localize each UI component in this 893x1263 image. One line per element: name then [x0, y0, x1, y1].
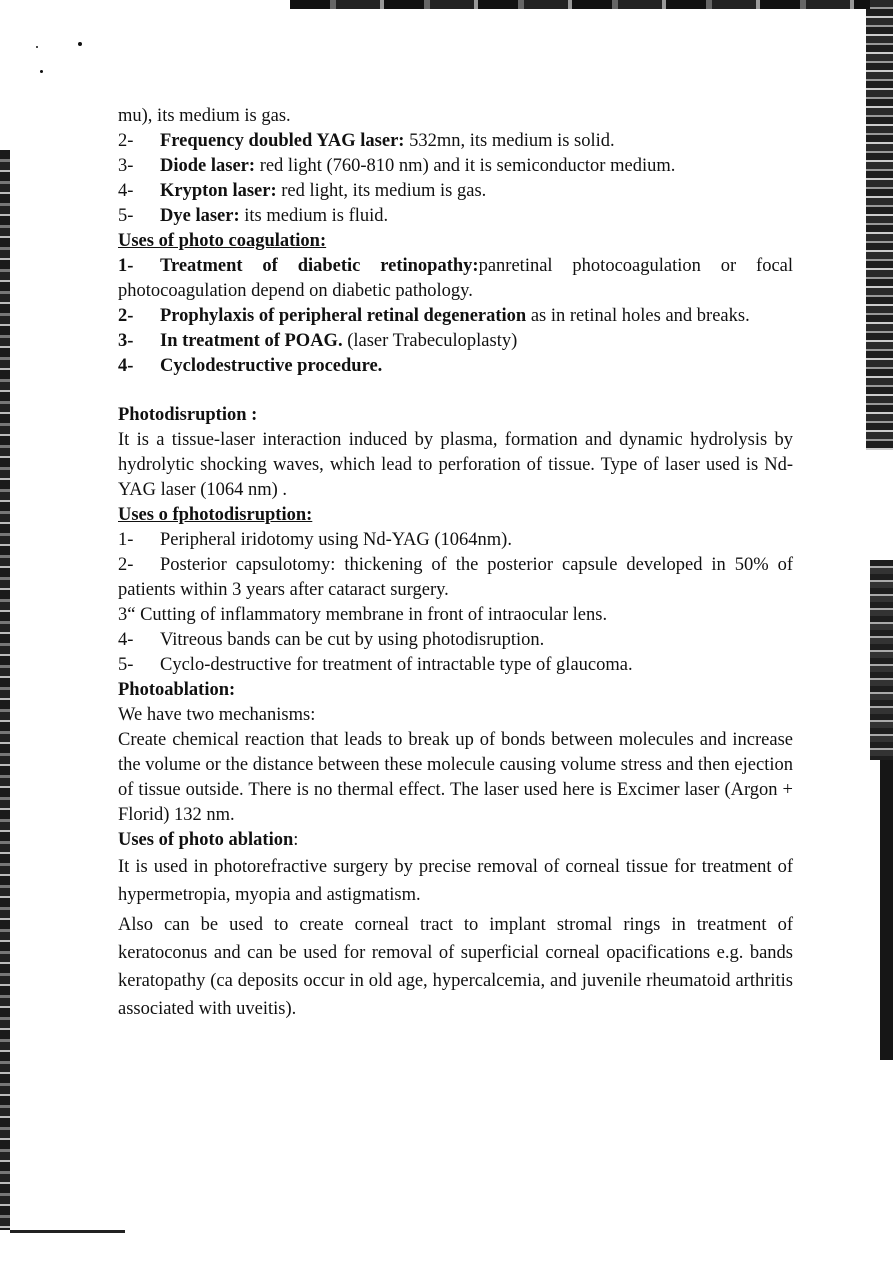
laser-description: red light (760-810 nm) and it is semiconductor medium. — [255, 156, 676, 176]
coagulation-use-item — [118, 304, 793, 329]
laser-item — [118, 204, 793, 229]
item-number: 1- — [118, 256, 134, 276]
laser-name: Frequency doubled YAG laser: — [160, 131, 405, 151]
item-number: 5- — [118, 655, 134, 675]
item-number: 3- — [118, 156, 134, 176]
use-description: Cutting of inflammatory membrane in front of intraocular lens. — [135, 605, 608, 625]
laser-description: its medium is fluid. — [239, 206, 389, 226]
item-number: 2- — [118, 555, 134, 575]
photoablation-uses-heading — [118, 828, 793, 853]
use-description: Posterior capsulotomy: thickening of the posterior capsule developed in 50% of patients within 3 years after cataract surgery. — [118, 555, 793, 600]
photodisruption-heading: Photodisruption : — [118, 405, 258, 425]
item-number: 2- — [118, 306, 134, 326]
item-number: 4- — [118, 181, 134, 201]
photodisruption-use-item — [118, 553, 793, 603]
coagulation-uses-heading: Uses of photo coagulation: — [118, 231, 327, 251]
photodisruption-use-item — [118, 528, 793, 553]
item-number: 5- — [118, 206, 134, 226]
use-title: Cyclodestructive procedure. — [160, 356, 383, 376]
use-title: Prophylaxis of peripheral retinal degeneration — [160, 306, 527, 326]
coagulation-use-item — [118, 329, 793, 354]
photodisruption-use-item — [118, 653, 793, 678]
scan-speck — [36, 46, 38, 48]
intro-line: mu), its medium is gas. — [118, 106, 291, 126]
photodisruption-uses-list — [118, 528, 793, 678]
item-number: 1- — [118, 530, 134, 550]
laser-name: Diode laser: — [160, 156, 256, 176]
scan-border-left — [0, 150, 10, 1230]
laser-item — [118, 154, 793, 179]
laser-description: red light, its medium is gas. — [276, 181, 487, 201]
photoablation-intro: We have two mechanisms: — [118, 705, 316, 725]
scan-border-bottom — [10, 1230, 125, 1233]
laser-description: 532mn, its medium is solid. — [404, 131, 615, 151]
use-description: Vitreous bands can be cut by using photodisruption. — [160, 630, 545, 650]
item-number: 3“ — [118, 605, 136, 625]
laser-item — [118, 129, 793, 154]
photoablation-body: Create chemical reaction that leads to break up of bonds between molecules and increase the volume or the distance between these molecule causing volume stress and then ejection of tissue outside. There is no thermal effect. The laser used here is Excimer laser (Argon + Florid) 132 nm. — [118, 730, 793, 825]
laser-name: Dye laser: — [160, 206, 240, 226]
scan-border-top — [290, 0, 870, 9]
laser-item — [118, 179, 793, 204]
laser-type-list — [118, 129, 793, 229]
document-page — [118, 104, 793, 1023]
coagulation-uses-list — [118, 254, 793, 379]
use-description: Cyclo-destructive for treatment of intractable type of glaucoma. — [160, 655, 633, 675]
scan-border-right-top — [866, 0, 893, 450]
photoablation-heading: Photoablation: — [118, 680, 236, 700]
photoablation-uses-paragraph-2: Also can be used to create corneal tract to implant stromal rings in treatment of keratoconus and can be used for removal of superficial corneal opacifications e.g. bands keratopathy (ca deposits occur in old age, hypercalcemia, and juvenile rheumatoid arthritis associated with uveitis). — [118, 915, 793, 1019]
laser-name: Krypton laser: — [160, 181, 277, 201]
photodisruption-use-item — [118, 603, 793, 628]
use-description: (laser Trabeculoplasty) — [342, 331, 518, 351]
scan-border-right-middle — [870, 560, 893, 760]
photoablation-uses-colon: : — [293, 830, 299, 850]
scan-border-right-bottom — [880, 760, 893, 1060]
use-description: as in retinal holes and breaks. — [526, 306, 750, 326]
item-number: 3- — [118, 331, 134, 351]
photodisruption-use-item — [118, 628, 793, 653]
use-description: panretinal photocoagulation or focal photocoagulation depend on diabetic pathology. — [118, 256, 794, 301]
item-number: 2- — [118, 131, 134, 151]
use-description: Peripheral iridotomy using Nd-YAG (1064nm). — [160, 530, 512, 550]
photodisruption-body: It is a tissue-laser interaction induced by plasma, formation and dynamic hydrolysis by hydrolytic shocking waves, which lead to perforation of tissue. Type of laser used is Nd-YAG laser (1064 nm) . — [118, 430, 793, 500]
photoablation-uses-title: Uses of photo ablation — [118, 830, 294, 850]
section-spacer — [118, 379, 793, 403]
item-number: 4- — [118, 356, 134, 376]
coagulation-use-item — [118, 354, 793, 379]
photodisruption-uses-heading: Uses o fphotodisruption: — [118, 505, 313, 525]
photoablation-uses-paragraph-1: It is used in photorefractive surgery by precise removal of corneal tissue for treatment of hypermetropia, myopia and astigmatism. — [118, 857, 793, 905]
item-number: 4- — [118, 630, 134, 650]
use-title: Treatment of diabetic retinopathy: — [160, 256, 479, 276]
use-title: In treatment of POAG. — [160, 331, 343, 351]
coagulation-use-item — [118, 254, 793, 304]
scan-speck — [40, 70, 43, 73]
scan-speck — [78, 42, 82, 46]
